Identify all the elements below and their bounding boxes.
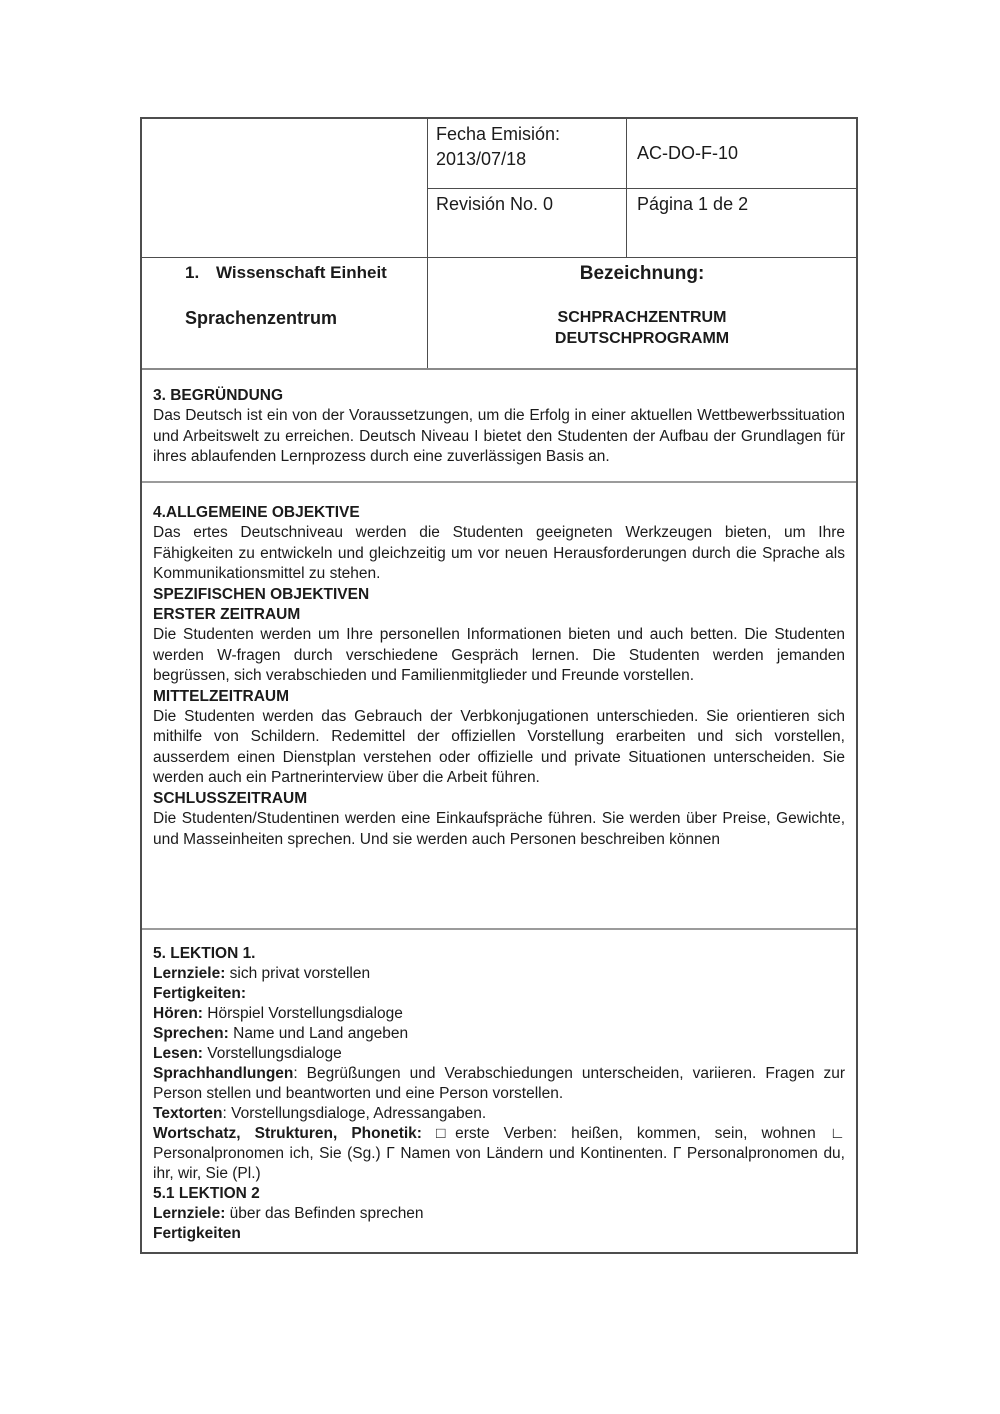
unit-number: 1. <box>185 263 200 282</box>
section-objektive-body: Das ertes Deutschniveau werden die Studenten geeigneten Werkzeugen bieten, um Ihre Fähigkeiten zu entwickeln und gleichzeitig um vor neuen Herausforderungen durch die Sprache als Kommunikationsmittel zu stehen. <box>153 524 845 583</box>
lektion1-lernziele <box>153 964 845 984</box>
unit-name: Sprachenzentrum <box>185 308 338 328</box>
document-code-cell <box>627 119 856 189</box>
section-objektive <box>142 483 856 930</box>
document-table <box>140 117 858 1254</box>
designation-line2: DEUTSCHPROGRAMM <box>554 330 730 347</box>
section-begruendung-body: Das Deutsch ist ein von der Voraussetzungen, um die Erfolg in einer aktuellen Wettbewerbssituation und Arbeitswelt zu erreichen. Deutsch Niveau I bietet den Studenten der Aufbau der Grundlagen für ihres ablaufenden Lernprozess durch eine zuverlässigen Basis an. <box>153 407 845 466</box>
sprechen-text: Name und Land angeben <box>228 1025 409 1042</box>
revision-cell <box>428 189 627 257</box>
sprechen-label: Sprechen: <box>153 1025 229 1042</box>
lesen-label: Lesen: <box>153 1045 203 1062</box>
section-lektion <box>142 930 856 1252</box>
specific-objectives-title: SPEZIFISCHEN OBJEKTIVEN <box>153 585 370 603</box>
unit-row <box>142 258 856 370</box>
section-begruendung <box>142 370 856 483</box>
unit-cell <box>142 258 428 368</box>
unit-label: Wissenschaft Einheit <box>216 263 387 282</box>
lernziele-label: Lernziele: <box>153 965 226 982</box>
page-number-cell <box>627 189 856 257</box>
fertigkeiten-label: Fertigkeiten: <box>153 985 247 1002</box>
lektion2-lernziele <box>153 1204 845 1224</box>
issue-date-cell <box>428 119 627 189</box>
document-code: AC-DO-F-10 <box>637 143 739 163</box>
erster-zeitraum-title: ERSTER ZEITRAUM <box>153 606 301 624</box>
wortschatz-label: Wortschatz, Strukturen, Phonetik: <box>153 1125 422 1142</box>
page-number-value: Página 1 de 2 <box>637 194 749 214</box>
document-header <box>142 119 856 258</box>
designation-label: Bezeichnung: <box>579 263 705 284</box>
lesen-text: Vorstellungsdialoge <box>202 1045 342 1062</box>
lektion2-lernziele-text: über das Befinden sprechen <box>225 1205 424 1222</box>
issue-date-value: 2013/07/18 <box>436 149 527 169</box>
revision-value: Revisión No. 0 <box>436 194 554 214</box>
section-begruendung-title: 3. BEGRÜNDUNG <box>153 387 284 404</box>
unit-title <box>185 263 421 283</box>
lernziele-text: sich privat vorstellen <box>225 965 371 982</box>
mittelzeitraum-title: MITTELZEITRAUM <box>153 687 290 705</box>
lektion1-wortschatz <box>153 1124 845 1184</box>
schlusszeitraum-body: Die Studenten/Studentinen werden eine Einkaufspräche führen. Sie werden über Preise, Gewichte, und Masseinheiten sprechen. Und sie werden auch Personen beschreiben können <box>153 810 845 848</box>
mittelzeitraum-body: Die Studenten werden das Gebrauch der Verbkonjugationen unterschieden. Sie orientieren sich mithilfe von Schildern. Redemittel der offiziellen Vorstellung erarbeiten und sich vorstellen, ausserdem einen Dienstplan verstehen oder offizielle und private Situationen unterscheiden. Sie werden auch ein Partnerinterview über die Arbeit führen. <box>153 708 845 787</box>
lektion1-sprachhandlungen <box>153 1064 845 1104</box>
sprachhandlungen-text: : Begrüßungen und Verabschiedungen unterscheiden, variieren. Fragen zur Person stellen und beantworten und eine Person vorstellen. <box>153 1065 845 1102</box>
designation-cell <box>428 258 856 368</box>
textorten-text: : Vorstellungsdialoge, Adressangaben. <box>222 1105 487 1122</box>
designation-value <box>428 307 856 349</box>
designation-line1: SCHPRACHZENTRUM <box>557 309 727 326</box>
schlusszeitraum-title: SCHLUSSZEITRAUM <box>153 789 308 807</box>
lektion1-sprechen <box>153 1024 845 1044</box>
lektion1-hoeren <box>153 1004 845 1024</box>
issue-date-label: Fecha Emisión: <box>436 124 561 144</box>
lektion1-lesen <box>153 1044 845 1064</box>
lektion2-fertigkeiten-label: Fertigkeiten <box>153 1225 241 1242</box>
erster-zeitraum-body: Die Studenten werden um Ihre personellen Informationen bieten und auch betten. Die Studenten werden W-fragen durch verschiedene Gespräch lernen. Die Studenten werden jemanden begrüssen, sich verabschieden und Familienmitglieder und Freunde vorstellen. <box>153 626 845 685</box>
lektion2-title: 5.1 LEKTION 2 <box>153 1185 260 1202</box>
hoeren-text: Hörspiel Vorstellungsdialoge <box>202 1005 403 1022</box>
lektion1-fertigkeiten <box>153 984 845 1004</box>
lektion1-textorten <box>153 1104 845 1124</box>
lektion1-title: 5. LEKTION 1. <box>153 945 256 962</box>
textorten-label: Textorten <box>153 1105 223 1122</box>
section-objektive-title: 4.ALLGEMEINE OBJEKTIVE <box>153 504 360 521</box>
sprachhandlungen-label: Sprachhandlungen <box>153 1065 294 1082</box>
wortschatz-text: □erste Verben: heißen, kommen, sein, wohnen ∟ Personalpronomen ich, Sie (Sg.) Γ Namen von Ländern und Kontinenten. Γ Personalpronomen du, ihr, wir, Sie (Pl.) <box>153 1125 845 1182</box>
hoeren-label: Hören: <box>153 1005 203 1022</box>
lektion2-lernziele-label: Lernziele: <box>153 1205 226 1222</box>
logo-cell <box>142 119 428 257</box>
